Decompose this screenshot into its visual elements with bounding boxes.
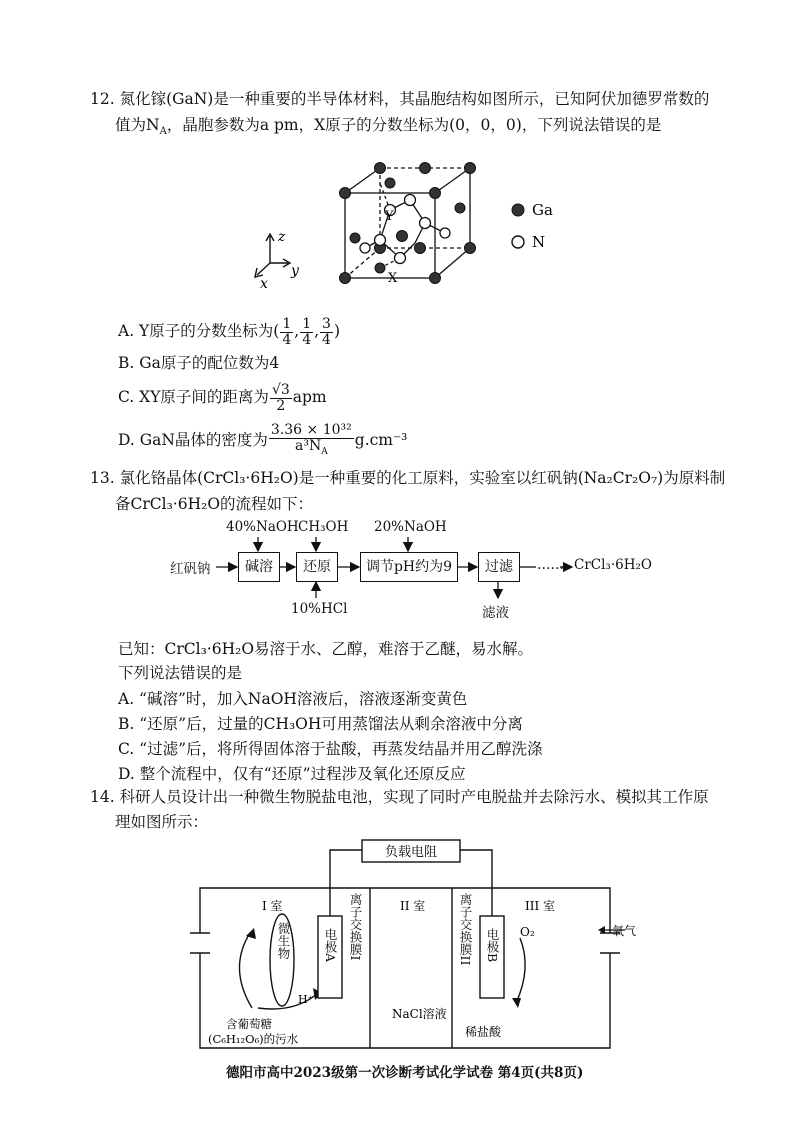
axis-y-label: y <box>291 263 299 279</box>
nacl-label: NaCl溶液 <box>392 1007 447 1021</box>
q12-optA-text: A. Y原子的分数坐标为( <box>118 322 280 340</box>
frac-sqrt3-den: 2 <box>276 397 286 414</box>
q12-stem-line1: 12. 氮化镓(GaN)是一种重要的半导体材料，其晶胞结构如图所示，已知阿伏加德罗常数的 <box>90 90 710 108</box>
flow-step-4: 过滤 <box>478 552 520 582</box>
flow-start: 红矾钠 <box>170 561 211 577</box>
q12-na-sub: A <box>159 126 167 138</box>
q12-optD-text: D. GaN晶体的密度为 <box>118 431 268 449</box>
ga-legend-label: Ga <box>532 201 553 219</box>
membrane-1-label: 离子交换膜I <box>348 893 363 961</box>
q13-option-a: A. “碱溶”时，加入NaOH溶液后，溶液逐渐变黄色 <box>118 690 468 708</box>
density-den-text: a³N <box>294 437 322 454</box>
microbe-label: 微生物 <box>276 922 291 960</box>
frac-2-den: 4 <box>302 331 312 348</box>
frac-3-den: 4 <box>322 331 331 348</box>
q13-option-c: C. “过滤”后，将所得固体溶于盐酸，再蒸发结晶并用乙醇洗涤 <box>118 740 543 758</box>
q14-stem-line2: 理如图所示： <box>115 813 209 831</box>
n-legend-label: N <box>532 233 546 251</box>
flow-step-2: 还原 <box>296 552 338 582</box>
q12-na-symbol: 值为N <box>115 116 160 134</box>
q12-optC-unit: apm <box>292 388 327 406</box>
load-resistor-label: 负载电阻 <box>384 845 438 860</box>
q12-option-b: B. Ga原子的配位数为4 <box>118 354 280 372</box>
q13-option-b: B. “还原”后，过量的CH₃OH可用蒸馏法从剩余溶液中分离 <box>118 715 523 733</box>
room-3-label: III 室 <box>525 899 556 913</box>
frac-2-num: 1 <box>302 315 312 332</box>
flow-step-3: 调节pH约为9 <box>360 552 458 582</box>
flow-step-1: 碱溶 <box>238 552 280 582</box>
flow-end: CrCl₃·6H₂O <box>574 557 652 573</box>
label-y-atom: Y <box>385 209 394 224</box>
hcl-label: 稀盐酸 <box>465 1025 502 1039</box>
q13-option-d: D. 整个流程中，仅有“还原”过程涉及氧化还原反应 <box>118 765 466 783</box>
o2-label: O₂ <box>520 925 535 939</box>
flow-reagent-2: CH₃OH <box>298 519 349 535</box>
frac-1-den: 4 <box>282 331 292 348</box>
flow-reagent-1: 40%NaOH <box>226 519 299 535</box>
room-1-label: I 室 <box>262 899 283 913</box>
q12-stem-rest: ，晶胞参数为a pm，X原子的分数坐标为(0，0，0)，下列说法错误的是 <box>166 116 662 134</box>
frac-1-num: 1 <box>282 315 292 332</box>
frac-3-num: 3 <box>322 315 331 332</box>
frac-density-num: 3.36 × 10³² <box>270 421 352 438</box>
density-den-sub: A <box>321 446 328 457</box>
page-footer: 德阳市高中2023级第一次诊断考试化学试卷 第4页(共8页) <box>226 1065 584 1081</box>
hplus-label: H⁺ <box>298 993 314 1006</box>
q12-optD-unit: g.cm⁻³ <box>354 431 408 449</box>
flow-reagent-3: 20%NaOH <box>374 519 447 535</box>
q13-stem-line1: 13. 氯化铬晶体(CrCl₃·6H₂O)是一种重要的化工原料，实验室以红矾钠(Na₂Cr₂O₇)为原料制 <box>90 469 726 487</box>
flow-dots: …… <box>537 557 564 573</box>
electrode-b-label: 电极B <box>485 928 500 963</box>
axis-z-label: z <box>278 229 286 245</box>
q12-option-a: A. Y原子的分数坐标为( $\frac{1}{4}$ , $\frac{1}{4}$ , $\frac{3}{4}$ ) <box>118 315 341 348</box>
q12-optA-close: ) <box>333 322 341 340</box>
battery-figure <box>180 838 640 1060</box>
q13-stem-line2: 备CrCl₃·6H₂O的流程如下： <box>115 495 314 513</box>
membrane-2-label: 离子交换膜II <box>458 893 473 966</box>
sewage-label-1: 含葡萄糖 <box>226 1017 272 1031</box>
arrow-head-3 <box>512 998 521 1008</box>
axis-x-label: x <box>260 276 268 292</box>
room-2-label: II 室 <box>400 899 426 913</box>
label-x-atom: X <box>388 271 398 286</box>
q13-known: 已知：CrCl₃·6H₂O易溶于水、乙醇，难溶于乙醚，易水解。 <box>118 640 534 658</box>
q14-stem-line1: 14. 科研人员设计出一种微生物脱盐电池，实现了同时产电脱盐并去除污水、模拟其工作原 <box>90 788 709 806</box>
electrode-a-label: 电极A <box>323 928 338 963</box>
frac-sqrt3-num: √3 <box>271 381 290 398</box>
flow-filtrate: 滤液 <box>482 605 509 621</box>
q12-optC-text: C. XY原子间的距离为 <box>118 388 269 406</box>
sewage-label-2: (C₆H₁₂O₆)的污水 <box>208 1032 299 1046</box>
q13-prompt: 下列说法错误的是 <box>118 664 243 682</box>
flow-reagent-2-below: 10%HCl <box>291 601 348 617</box>
oxygen-label: 氧气 <box>612 924 637 938</box>
